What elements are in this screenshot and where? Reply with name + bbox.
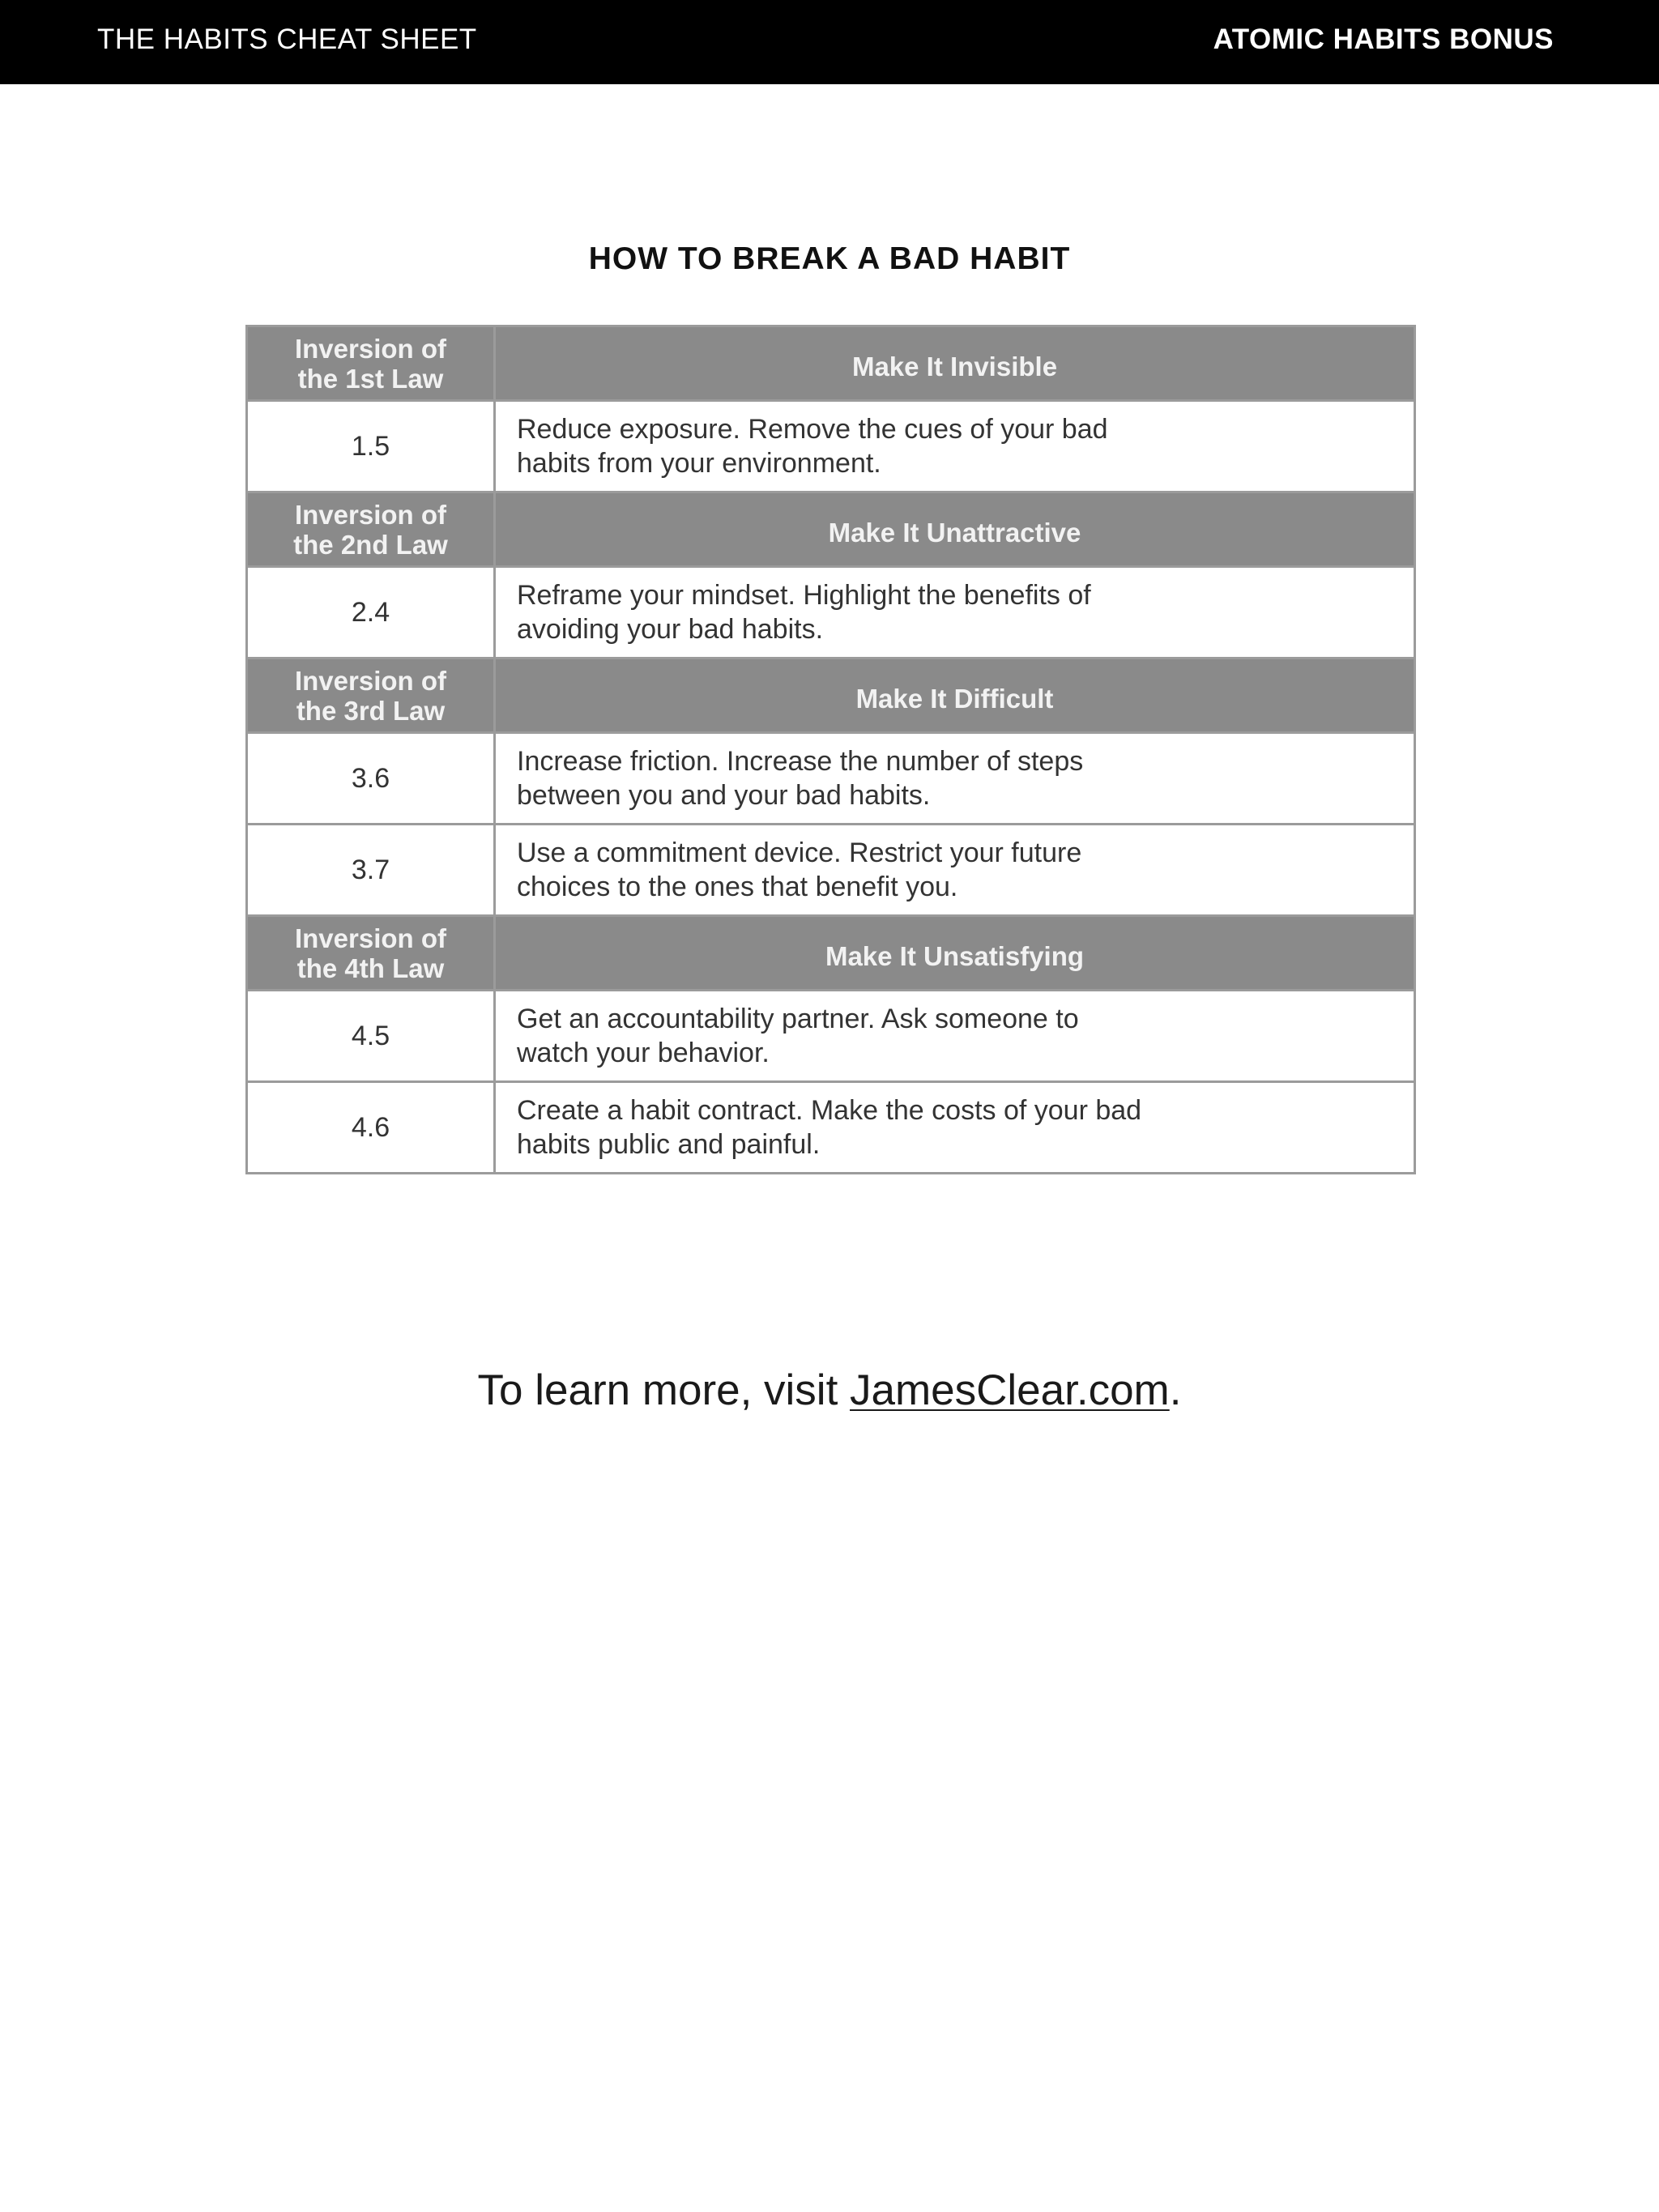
law-label-line: the 2nd Law	[293, 529, 448, 560]
law-label-cell	[247, 658, 495, 733]
item-description	[495, 1082, 1415, 1174]
law-label-line: the 4th Law	[296, 953, 445, 983]
item-text-line: watch your behavior.	[517, 1038, 770, 1068]
header-bar	[0, 0, 1659, 84]
item-text-line: Use a commitment device. Restrict your future	[517, 837, 1082, 868]
item-text-line: choices to the ones that benefit you.	[517, 872, 958, 902]
item-description	[495, 401, 1415, 492]
item-description	[495, 567, 1415, 658]
law-name-cell: Make It Difficult	[495, 658, 1415, 733]
table-row	[247, 567, 1415, 658]
law-label-cell	[247, 916, 495, 991]
item-description	[495, 991, 1415, 1082]
law-header-row	[247, 326, 1415, 401]
law-name-cell: Make It Unattractive	[495, 492, 1415, 567]
item-number: 3.7	[247, 825, 495, 916]
law-label-line: Inversion of	[294, 499, 447, 530]
law-header-row	[247, 916, 1415, 991]
table-row	[247, 733, 1415, 825]
item-text-line: Create a habit contract. Make the costs of your bad	[517, 1095, 1142, 1126]
item-text-line: Get an accountability partner. Ask someone to	[517, 1004, 1079, 1034]
item-text-line: Reduce exposure. Remove the cues of your bad	[517, 414, 1108, 445]
item-text-line: between you and your bad habits.	[517, 780, 931, 811]
law-header-row	[247, 492, 1415, 567]
item-text-line: habits from your environment.	[517, 448, 881, 479]
item-number: 4.6	[247, 1082, 495, 1174]
law-name-cell: Make It Unsatisfying	[495, 916, 1415, 991]
footer-cta	[0, 1366, 1659, 1415]
law-name-cell: Make It Invisible	[495, 326, 1415, 401]
item-text-line: Reframe your mindset. Highlight the benefits of	[517, 580, 1091, 611]
item-number: 4.5	[247, 991, 495, 1082]
item-number: 1.5	[247, 401, 495, 492]
website-link[interactable]: JamesClear.com	[850, 1366, 1170, 1414]
law-label-line: Inversion of	[294, 333, 447, 364]
law-label-line: the 3rd Law	[296, 695, 446, 726]
footer-prefix: To learn more, visit	[477, 1366, 851, 1414]
item-text-line: avoiding your bad habits.	[517, 614, 824, 645]
item-number: 3.6	[247, 733, 495, 825]
law-header-row	[247, 658, 1415, 733]
header-right-title: ATOMIC HABITS BONUS	[1213, 23, 1554, 55]
item-description	[495, 825, 1415, 916]
table-row	[247, 401, 1415, 492]
table-row	[247, 1082, 1415, 1174]
item-number: 2.4	[247, 567, 495, 658]
law-label-cell	[247, 492, 495, 567]
table-row	[247, 991, 1415, 1082]
item-description	[495, 733, 1415, 825]
table-row	[247, 825, 1415, 916]
law-label-line: the 1st Law	[297, 363, 444, 394]
law-label-line: Inversion of	[294, 923, 447, 953]
law-label-line: Inversion of	[294, 665, 447, 696]
page-title: HOW TO BREAK A BAD HABIT	[588, 241, 1071, 276]
footer-suffix: .	[1169, 1366, 1182, 1414]
habits-table	[245, 325, 1416, 1174]
header-left-title: THE HABITS CHEAT SHEET	[97, 23, 477, 55]
item-text-line: Increase friction. Increase the number of steps	[517, 746, 1084, 777]
item-text-line: habits public and painful.	[517, 1129, 821, 1160]
law-label-cell	[247, 326, 495, 401]
